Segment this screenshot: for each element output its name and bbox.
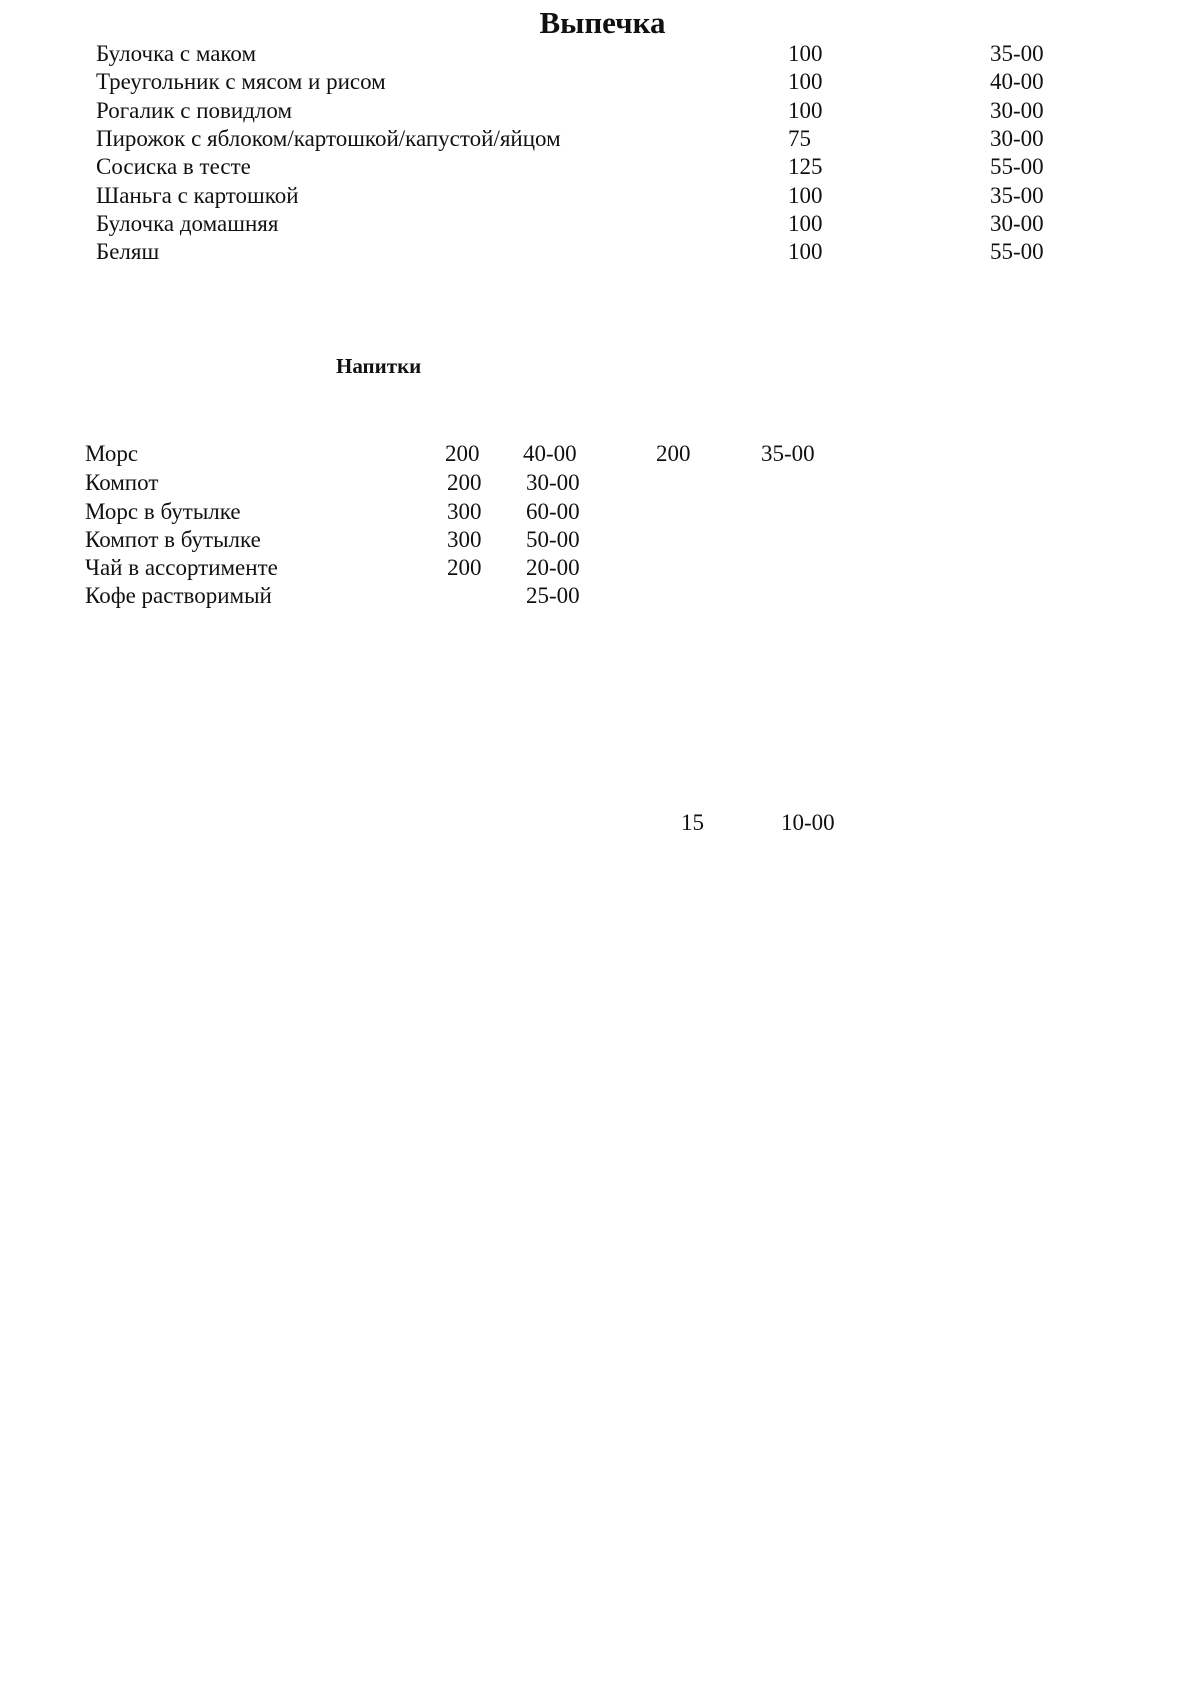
drinks-item-price: 20-00 <box>526 555 580 580</box>
drinks-item-volume: 300 <box>447 499 482 524</box>
bakery-item-price: 35-00 <box>990 183 1044 208</box>
bakery-item-weight: 100 <box>788 98 823 123</box>
drinks-item-price: 60-00 <box>526 499 580 524</box>
drinks-item-price: 30-00 <box>526 470 580 495</box>
bakery-title: Выпечка <box>539 5 666 40</box>
bakery-item-name: Шаньга с картошкой <box>96 183 299 208</box>
drinks-item-name: Чай в ассортименте <box>85 555 278 580</box>
bakery-item-weight: 100 <box>788 239 823 264</box>
bakery-item-price: 55-00 <box>990 154 1044 179</box>
drinks-item-price: 25-00 <box>526 583 580 608</box>
bakery-item-price: 30-00 <box>990 211 1044 236</box>
drinks-item-price: 50-00 <box>526 527 580 552</box>
drinks-item-name: Компот <box>85 470 159 495</box>
drinks-item-price: 40-00 <box>523 441 577 466</box>
bakery-item-name: Беляш <box>96 239 160 264</box>
bakery-item-weight: 100 <box>788 41 823 66</box>
bakery-item-price: 30-00 <box>990 126 1044 151</box>
drinks-item-volume: 200 <box>445 441 480 466</box>
drinks-item-name: Кофе растворимый <box>85 583 272 608</box>
drinks-item-volume: 200 <box>447 470 482 495</box>
bakery-item-weight: 100 <box>788 69 823 94</box>
drinks-item-volume-alt: 200 <box>656 441 691 466</box>
bakery-item-name: Треугольник с мясом и рисом <box>96 69 386 94</box>
bakery-item-price: 55-00 <box>990 239 1044 264</box>
drinks-item-name: Морс <box>85 441 139 466</box>
bakery-item-name: Сосиска в тесте <box>96 154 251 179</box>
bakery-item-name: Рогалик с повидлом <box>96 98 293 123</box>
bakery-item-weight: 100 <box>788 211 823 236</box>
bakery-item-name: Булочка с маком <box>96 41 257 66</box>
bakery-item-price: 30-00 <box>990 98 1044 123</box>
extra-price: 10-00 <box>781 810 835 835</box>
bakery-item-price: 35-00 <box>990 41 1044 66</box>
drinks-item-price-alt: 35-00 <box>761 441 815 466</box>
drinks-item-volume: 300 <box>447 527 482 552</box>
bakery-item-weight: 125 <box>788 154 823 179</box>
bakery-item-weight: 100 <box>788 183 823 208</box>
drinks-item-volume: 200 <box>447 555 482 580</box>
bakery-item-weight: 75 <box>788 126 811 151</box>
bakery-item-price: 40-00 <box>990 69 1044 94</box>
drinks-title: Напитки <box>336 354 422 378</box>
drinks-item-name: Компот в бутылке <box>85 527 261 552</box>
extra-amount: 15 <box>681 810 704 835</box>
bakery-item-name: Пирожок с яблоком/картошкой/капустой/яйцом <box>96 126 561 151</box>
drinks-item-name: Морс в бутылке <box>85 499 241 524</box>
bakery-item-name: Булочка домашняя <box>96 211 279 236</box>
